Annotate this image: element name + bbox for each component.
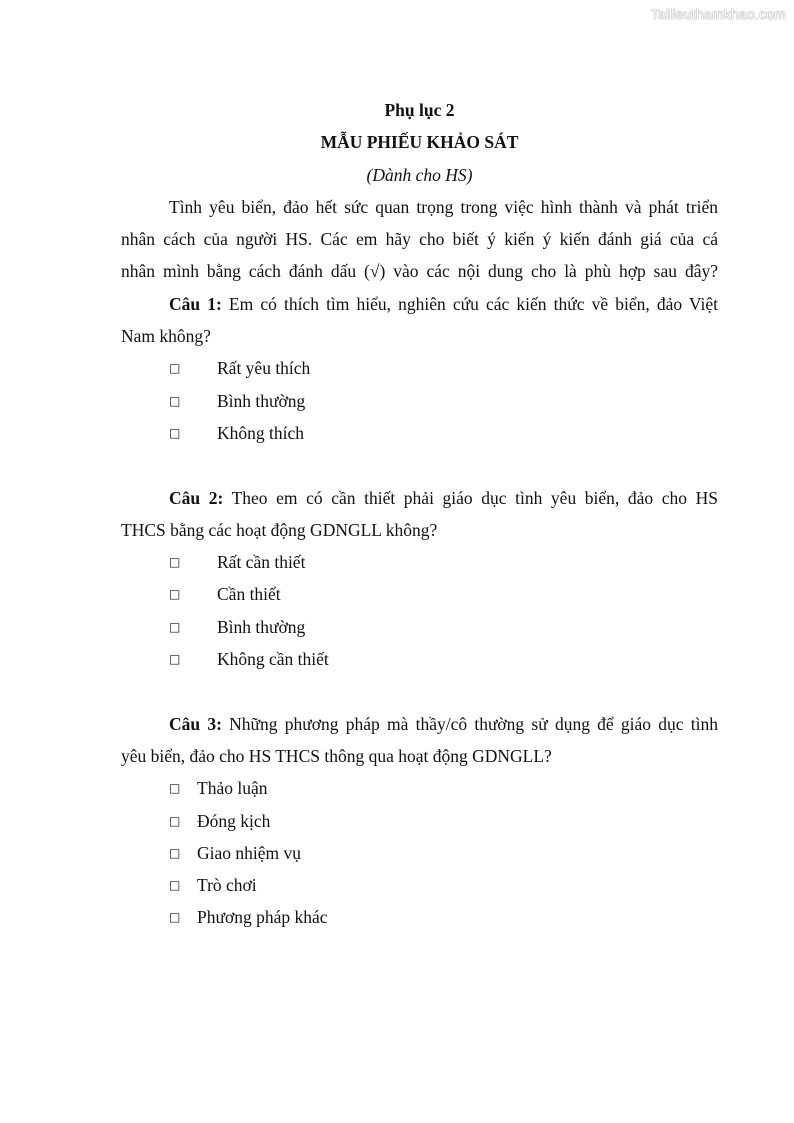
option-label: Cần thiết (217, 584, 281, 605)
question-2 (121, 482, 718, 676)
option-label: Rất cần thiết (217, 552, 306, 573)
option-label: Trò chơi (197, 875, 257, 896)
intro-line: nhân cách của người HS. Các em hãy cho biết ý kiến ý kiến đánh giá của cá (121, 229, 718, 250)
option-row[interactable] (121, 611, 718, 643)
intro-paragraph (121, 191, 718, 288)
question-label: Câu 2: (169, 487, 224, 508)
checkbox-icon[interactable]: □ (169, 361, 181, 376)
option-row[interactable] (121, 578, 718, 610)
checkbox-icon[interactable]: □ (169, 878, 181, 893)
option-label: Giao nhiệm vụ (197, 842, 302, 863)
intro-line: nhân mình bằng cách đánh dấu (√) vào các nội dung cho là phù hợp sau đây? (121, 261, 718, 282)
question-text: Em có thích tìm hiểu, nghiên cứu các kiến thức về biển, đảo Việt (221, 293, 718, 314)
checkbox-icon[interactable]: □ (169, 845, 181, 860)
option-label: Không cần thiết (217, 649, 329, 670)
option-row[interactable] (121, 901, 718, 933)
option-label: Đóng kịch (197, 810, 271, 831)
question-1-text (121, 288, 718, 320)
question-text-cont: THCS bằng các hoạt động GDNGLL không? (121, 519, 438, 540)
question-3-text (121, 708, 718, 740)
checkbox-icon[interactable]: □ (169, 425, 181, 440)
option-row[interactable] (121, 643, 718, 675)
option-label: Rất yêu thích (217, 358, 311, 379)
checkbox-icon[interactable]: □ (169, 652, 181, 667)
option-row[interactable] (121, 869, 718, 901)
option-row[interactable] (121, 417, 718, 449)
checkbox-icon[interactable]: □ (169, 813, 181, 828)
survey-subtitle: (Dành cho HS) (366, 164, 473, 185)
option-row[interactable] (121, 772, 718, 804)
survey-title: MẪU PHIẾU KHẢO SÁT (320, 132, 519, 153)
option-row[interactable] (121, 352, 718, 384)
question-3 (121, 708, 718, 934)
checkbox-icon[interactable]: □ (169, 781, 181, 796)
option-label: Bình thường (217, 390, 306, 411)
option-row[interactable] (121, 385, 718, 417)
option-row[interactable] (121, 805, 718, 837)
option-label: Thảo luận (197, 778, 268, 799)
spacer (121, 449, 718, 481)
question-text-cont: yêu biển, đảo cho HS THCS thông qua hoạt động GDNGLL? (121, 745, 552, 766)
checkbox-icon[interactable]: □ (169, 910, 181, 925)
option-label: Phương pháp khác (197, 907, 328, 928)
intro-line: Tình yêu biển, đảo hết sức quan trọng trong việc hình thành và phát triển (169, 196, 718, 217)
option-label: Không thích (217, 422, 305, 443)
checkbox-icon[interactable]: □ (169, 555, 181, 570)
question-1 (121, 288, 718, 449)
watermark: Tailieuthamkhao.com (650, 6, 786, 22)
checkbox-icon[interactable]: □ (169, 393, 181, 408)
question-label: Câu 3: (169, 713, 222, 734)
spacer (121, 675, 718, 707)
question-text: Theo em có cần thiết phải giáo dục tình yêu biển, đảo cho HS (223, 487, 718, 508)
question-text-cont: Nam không? (121, 326, 211, 347)
checkbox-icon[interactable]: □ (169, 619, 181, 634)
question-text: Những phương pháp mà thầy/cô thường sử dụng để giáo dục tình (221, 713, 718, 734)
question-2-text (121, 482, 718, 514)
option-label: Bình thường (217, 616, 306, 637)
question-label: Câu 1: (169, 293, 222, 314)
document-page (121, 94, 718, 934)
option-row[interactable] (121, 837, 718, 869)
option-row[interactable] (121, 546, 718, 578)
checkbox-icon[interactable]: □ (169, 587, 181, 602)
appendix-heading: Phụ lục 2 (384, 100, 455, 120)
